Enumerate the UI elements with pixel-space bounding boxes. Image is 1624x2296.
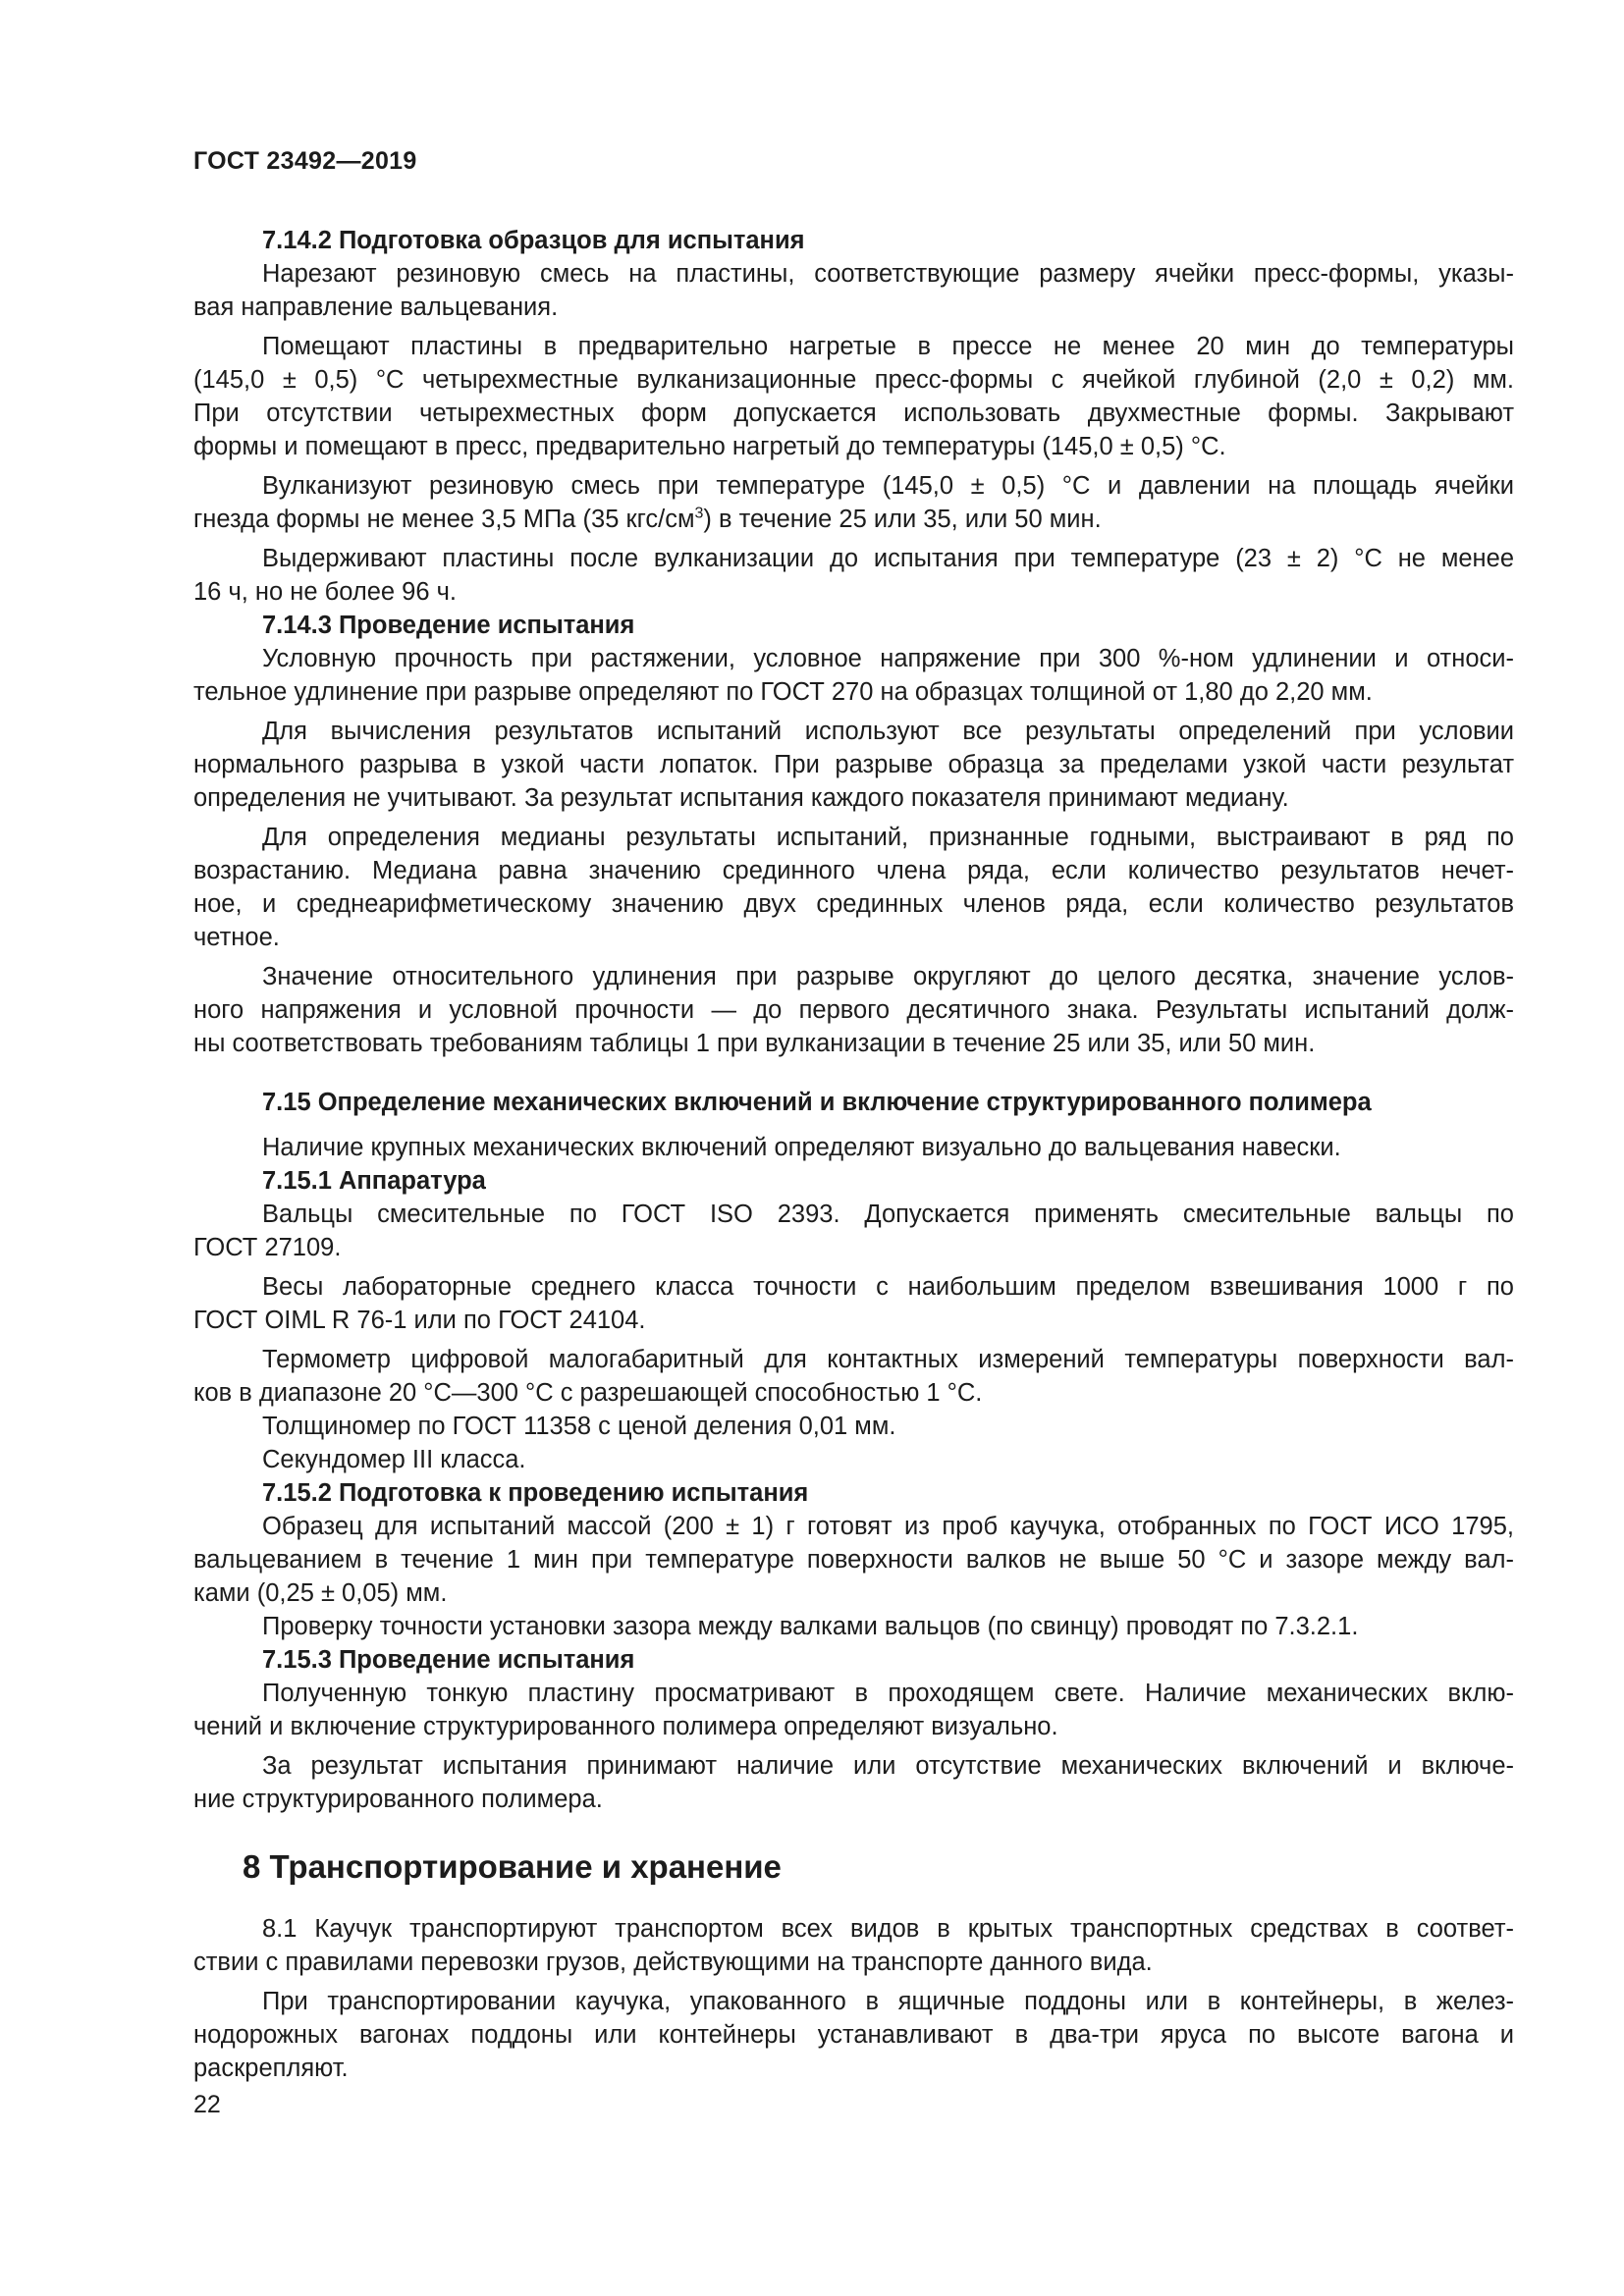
text-run: ) в течение 25 или 35, или 50 мин.: [703, 506, 1102, 533]
paragraph-line: формы и помещают в пресс, предварительно нагретый до температуры (145,0 ± 0,5) °С.: [193, 433, 1226, 460]
section-heading-7-14-2: 7.14.2 Подготовка образцов для испытания: [262, 227, 805, 254]
paragraph-line: Вальцы смесительные по ГОСТ ISO 2393. Допускается применять смесительные вальцы по: [262, 1201, 1514, 1228]
paragraph: [193, 1343, 1514, 1410]
text-run: гнезда формы не менее 3,5 МПа (35 кгс/см: [193, 506, 695, 533]
paragraph: [193, 1198, 1514, 1264]
section-heading-7-15-2: 7.15.2 Подготовка к проведению испытания: [262, 1479, 809, 1507]
paragraph-line: возрастанию. Медиана равна значению срединного члена ряда, если количество результатов нечет-: [193, 857, 1514, 884]
paragraph-line: Значение относительного удлинения при разрыве округляют до целого десятка, значение услов-: [262, 963, 1514, 990]
paragraph-line: чений и включение структурированного полимера определяют визуально.: [193, 1713, 1058, 1740]
paragraph-line: Полученную тонкую пластину просматривают в проходящем свете. Наличие механических вклю-: [262, 1680, 1514, 1707]
paragraph-line: раскрепляют.: [193, 2055, 349, 2082]
paragraph: Наличие крупных механических включений определяют визуально до вальцевания навески.: [262, 1134, 1341, 1161]
paragraph: [193, 1985, 1514, 2085]
chapter-heading-8: 8 Транспортирование и хранение: [243, 1848, 782, 1885]
paragraph-line: Термометр цифровой малогабаритный для контактных измерений температуры поверхности вал-: [262, 1346, 1514, 1373]
paragraph-line: При отсутствии четырехместных форм допускается использовать двухместные формы. Закрывают: [193, 400, 1514, 427]
paragraph: [193, 960, 1514, 1060]
section-heading-7-15-1: 7.15.1 Аппаратура: [262, 1167, 486, 1195]
paragraph-line: Нарезают резиновую смесь на пластины, соответствующие размеру ячейки пресс-формы, указы-: [262, 260, 1514, 288]
paragraph: [193, 715, 1514, 815]
paragraph-line: Вулканизуют резиновую смесь при температуре (145,0 ± 0,5) °С и давлении на площадь ячейки: [262, 472, 1514, 500]
paragraph: [193, 1749, 1514, 1816]
paragraph-line: нормального разрыва в узкой части лопаток. При разрыве образца за пределами узкой части результат: [193, 751, 1514, 778]
paragraph-line: Для определения медианы результаты испытаний, признанные годными, выстраивают в ряд по: [262, 824, 1514, 851]
paragraph: [193, 257, 1514, 324]
paragraph-line: нодорожных вагонах поддоны или контейнеры устанавливают в два-три яруса по высоте вагона и: [193, 2021, 1514, 2049]
paragraph-line: Условную прочность при растяжении, условное напряжение при 300 %-ном удлинении и относи-: [262, 645, 1514, 672]
superscript: 3: [694, 505, 704, 522]
paragraph-line: Выдерживают пластины после вулканизации до испытания при температуре (23 ± 2) °С не менее: [262, 545, 1514, 572]
paragraph-line: ками (0,25 ± 0,05) мм.: [193, 1579, 448, 1607]
paragraph: [193, 330, 1514, 463]
paragraph-line: [193, 503, 1514, 536]
paragraph-line: Весы лабораторные среднего класса точности с наибольшим пределом взвешивания 1000 г по: [262, 1273, 1514, 1301]
standard-header: ГОСТ 23492—2019: [193, 147, 417, 175]
paragraph-line: тельное удлинение при разрыве определяют по ГОСТ 270 на образцах толщиной от 1,80 до 2,20 мм.: [193, 678, 1373, 706]
paragraph-line: четное.: [193, 924, 280, 951]
paragraph-line: Для вычисления результатов испытаний используют все результаты определений при условии: [262, 718, 1514, 745]
paragraph: [193, 1510, 1514, 1610]
section-heading-7-15: 7.15 Определение механических включений и включение структурированного полимера: [262, 1089, 1372, 1116]
paragraph-line: 16 ч, но не более 96 ч.: [193, 578, 457, 606]
paragraph-line: Помещают пластины в предварительно нагретые в прессе не менее 20 мин до температуры: [262, 333, 1514, 360]
page-number: 22: [193, 2091, 221, 2118]
paragraph-line: вая направление вальцевания.: [193, 294, 559, 321]
paragraph-line: ны соответствовать требованиям таблицы 1 при вулканизации в течение 25 или 35, или 50 мин.: [193, 1030, 1316, 1057]
paragraph: [193, 542, 1514, 609]
section-heading-7-15-3: 7.15.3 Проведение испытания: [262, 1646, 635, 1674]
paragraph-line: ГОСТ 27109.: [193, 1234, 342, 1261]
paragraph: Секундомер III класса.: [262, 1446, 526, 1473]
paragraph: Проверку точности установки зазора между валками вальцов (по свинцу) проводят по 7.3.2.1.: [262, 1613, 1359, 1640]
paragraph-line: ствии с правилами перевозки грузов, действующими на транспорте данного вида.: [193, 1949, 1153, 1976]
paragraph-line: 8.1 Каучук транспортируют транспортом всех видов в крытых транспортных средствах в соответ-: [262, 1915, 1514, 1943]
paragraph-line: ного напряжения и условной прочности — до первого десятичного знака. Результаты испытаний долж-: [193, 996, 1514, 1024]
paragraph-line: ние структурированного полимера.: [193, 1786, 603, 1813]
paragraph-line: вальцеванием в течение 1 мин при температуре поверхности валков не выше 50 °С и зазоре между вал-: [193, 1546, 1514, 1574]
paragraph-line: ГОСТ OIML R 76-1 или по ГОСТ 24104.: [193, 1307, 646, 1334]
paragraph-line: ное, и среднеарифметическому значению двух срединных членов ряда, если количество результатов: [193, 890, 1514, 918]
paragraph: [193, 1270, 1514, 1337]
paragraph-line: При транспортировании каучука, упакованного в ящичные поддоны или в контейнеры, в желез-: [262, 1988, 1514, 2015]
paragraph: Толщиномер по ГОСТ 11358 с ценой деления 0,01 мм.: [262, 1413, 896, 1440]
paragraph-line: определения не учитывают. За результат испытания каждого показателя принимают медиану.: [193, 784, 1289, 812]
paragraph: [193, 469, 1514, 536]
paragraph: [193, 821, 1514, 954]
paragraph-line: За результат испытания принимают наличие или отсутствие механических включений и включе-: [262, 1752, 1514, 1780]
paragraph: [193, 1677, 1514, 1743]
paragraph-line: (145,0 ± 0,5) °С четырехместные вулканизационные пресс-формы с ячейкой глубиной (2,0 ± 0,2) мм.: [193, 366, 1514, 394]
paragraph: [193, 642, 1514, 709]
paragraph-line: ков в диапазоне 20 °С—300 °С с разрешающей способностью 1 °С.: [193, 1379, 983, 1407]
section-heading-7-14-3: 7.14.3 Проведение испытания: [262, 612, 635, 639]
paragraph-line: Образец для испытаний массой (200 ± 1) г готовят из проб каучука, отобранных по ГОСТ ИСО 1795,: [262, 1513, 1514, 1540]
document-body: [193, 224, 1514, 2085]
paragraph: [193, 1912, 1514, 1979]
